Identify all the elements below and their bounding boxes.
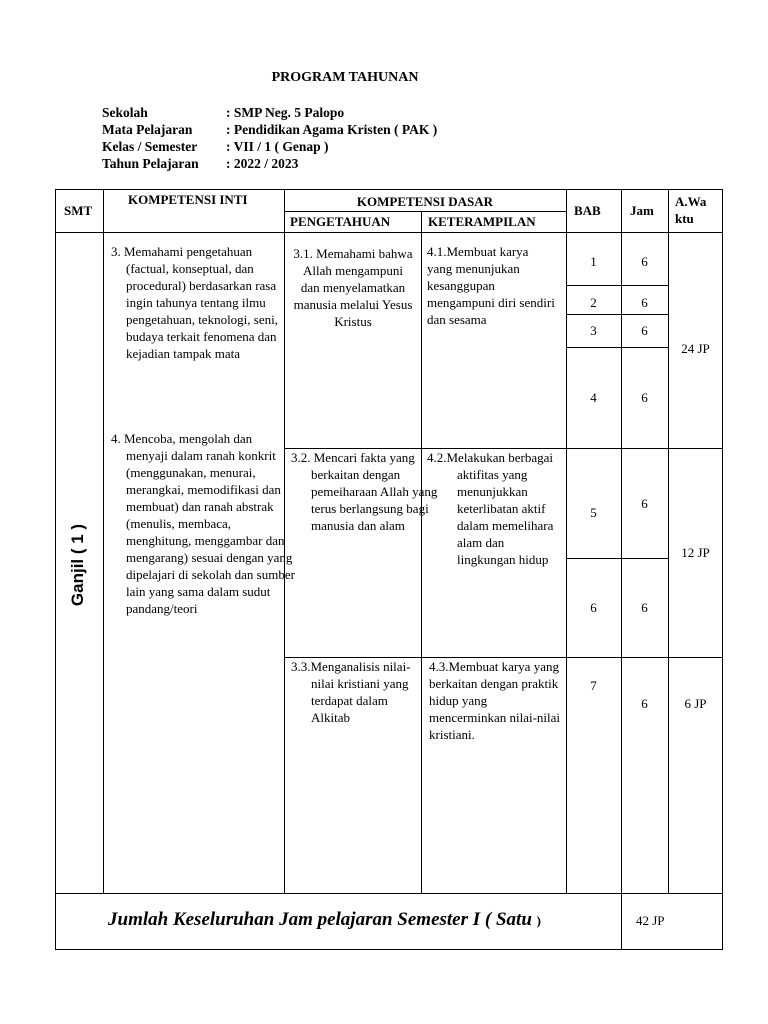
table-divider <box>566 314 668 315</box>
header-bab: BAB <box>574 203 601 218</box>
table-divider <box>668 189 669 894</box>
header-kompetensi-dasar: KOMPETENSI DASAR <box>356 194 494 209</box>
bab-value: 7 <box>590 678 597 693</box>
kd-3-2: 3.2. Mencari fakta yang berkaitan dengan pemeiharaan Allah yang terus berlangsung bagi manusia dan alam <box>291 450 438 533</box>
table-divider <box>421 211 422 894</box>
kd-3-3: 3.3.Menganalisis nilai-nilai kristiani yang terdapat dalam Alkitab <box>291 659 411 725</box>
info-label: Kelas / Semester <box>102 139 198 154</box>
table-divider <box>284 211 566 212</box>
bab-value: 2 <box>590 295 597 310</box>
header-kompetensi-inti: KOMPETENSI INTI <box>128 192 248 207</box>
info-label: Mata Pelajaran <box>102 122 193 137</box>
jam-value: 6 <box>641 696 648 711</box>
total-label <box>108 909 541 931</box>
info-row <box>102 122 437 139</box>
kd-4-3: 4.3.Membuat karya yang berkaitan dengan praktik hidup yang mencerminkan nilai-nilai kristiani. <box>429 659 561 742</box>
kd-4-2: 4.2.Melakukan berbagai aktifitas yang menunjukkan keterlibatan aktif dalam memelihara alam dan lingkungan hidup <box>427 450 554 567</box>
table-divider <box>566 558 668 559</box>
bab-value: 3 <box>590 323 597 338</box>
alokasi-value: 6 JP <box>684 696 707 711</box>
ki-4: 4. Mencoba, mengolah dan menyaji dalam ranah konkrit (menggunakan, menurai, merangkai, memodifikasi dan membuat) dan ranah abstrak (menulis, membaca, menghitung, menggambar dan mengarang) sesuai dengan yang dipelajari di sekolah dan sumber lain yang sama dalam sudut pandang/teori <box>111 431 295 616</box>
semester-label: Ganjil ( 1 ) <box>68 523 87 607</box>
table-divider <box>55 232 723 233</box>
alokasi-value: 12 JP <box>681 545 710 560</box>
header-alokasi-waktu-2: ktu <box>675 211 694 226</box>
document-title: PROGRAM TAHUNAN <box>271 70 419 85</box>
info-label: Sekolah <box>102 105 148 120</box>
bab-value: 6 <box>590 600 597 615</box>
alokasi-value: 24 JP <box>681 341 710 356</box>
info-value: : Pendidikan Agama Kristen ( PAK ) <box>226 122 438 137</box>
header-keterampilan: KETERAMPILAN <box>428 214 536 229</box>
school-info <box>102 105 437 173</box>
jam-value: 6 <box>641 254 648 269</box>
kd-3-1: 3.1. Memahami bahwa Allah mengampuni dan menyelamatkan manusia melalui Yesus Kristus <box>293 246 413 329</box>
header-pengetahuan: PENGETAHUAN <box>290 214 391 229</box>
info-value: : 2022 / 2023 <box>226 156 299 171</box>
kd-4-1: 4.1.Membuat karya yang menunjukan kesanggupan mengampuni diri sendiri dan sesama <box>427 244 555 327</box>
jam-value: 6 <box>641 390 648 405</box>
total-label-close: ) <box>536 913 541 928</box>
info-row <box>102 156 437 173</box>
info-value: : SMP Neg. 5 Palopo <box>226 105 345 120</box>
total-value: 42 JP <box>636 913 665 928</box>
ki-3: 3. Memahami pengetahuan (factual, konseptual, dan procedural) berdasarkan rasa ingin tahunya tentang ilmu pengetahuan, teknologi, seni, budaya terkait fenomena dan kejadian tampak mata <box>111 244 278 361</box>
info-row <box>102 139 437 156</box>
bab-value: 1 <box>590 254 597 269</box>
jam-value: 6 <box>641 323 648 338</box>
table-divider <box>566 285 668 286</box>
table-divider <box>566 347 668 348</box>
jam-value: 6 <box>641 496 648 511</box>
table-divider <box>55 893 723 894</box>
bab-value: 4 <box>590 390 597 405</box>
info-value: : VII / 1 ( Genap ) <box>226 139 329 154</box>
info-row <box>102 105 437 122</box>
info-label: Tahun Pelajaran <box>102 156 199 171</box>
header-smt: SMT <box>64 203 93 218</box>
jam-value: 6 <box>641 600 648 615</box>
table-divider <box>103 189 104 894</box>
bab-value: 5 <box>590 505 597 520</box>
header-jam: Jam <box>630 203 654 218</box>
header-alokasi-waktu-1: A.Wa <box>675 194 707 209</box>
total-label-text: Jumlah Keseluruhan Jam pelajaran Semester I ( Satu <box>108 909 532 930</box>
jam-value: 6 <box>641 295 648 310</box>
